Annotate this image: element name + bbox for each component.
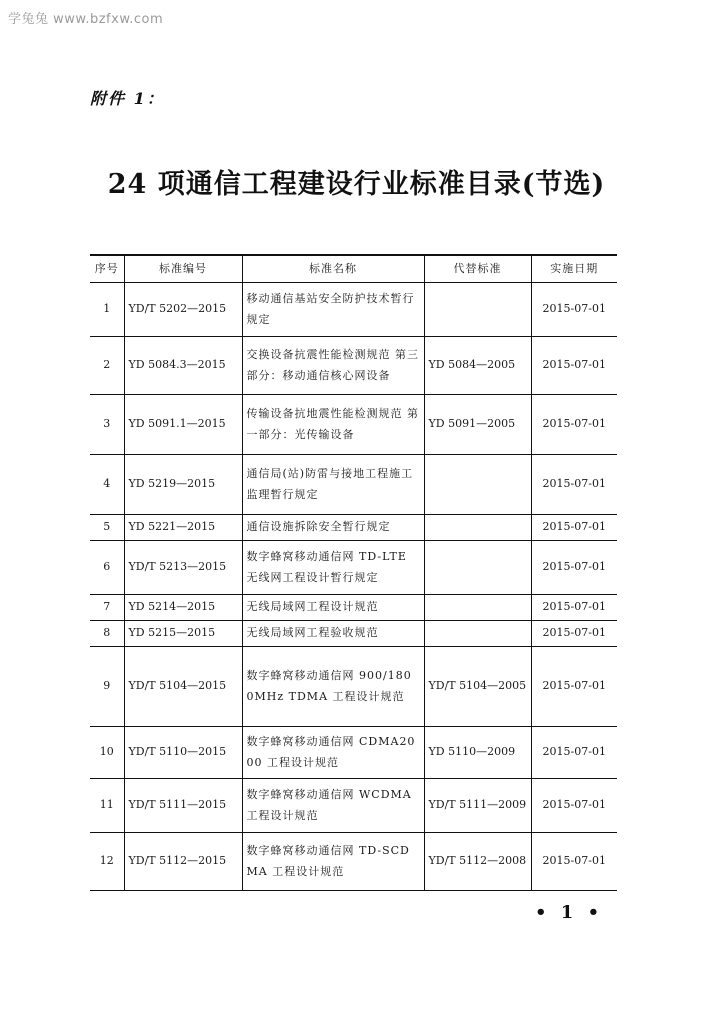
cell-code: YD/T 5110—2015 [124, 727, 242, 779]
cell-seq: 6 [90, 541, 124, 595]
table-row [90, 515, 617, 541]
table-row [90, 595, 617, 621]
table-row [90, 541, 617, 595]
standards-table [90, 254, 617, 891]
header-replaced: 代替标准 [424, 255, 531, 283]
cell-replaced: YD/T 5111—2009 [424, 779, 531, 833]
cell-name: 无线局域网工程验收规范 [242, 621, 424, 647]
cell-code: YD/T 5202—2015 [124, 283, 242, 337]
table-row [90, 395, 617, 455]
table-row [90, 455, 617, 515]
cell-name: 无线局域网工程设计规范 [242, 595, 424, 621]
header-name: 标准名称 [242, 255, 424, 283]
table-row [90, 727, 617, 779]
cell-replaced: YD 5084—2005 [424, 337, 531, 395]
table-row [90, 621, 617, 647]
cell-code: YD/T 5213—2015 [124, 541, 242, 595]
table-header-row [90, 255, 617, 283]
cell-name: 通信局(站)防雷与接地工程施工监理暂行规定 [242, 455, 424, 515]
cell-seq: 11 [90, 779, 124, 833]
cell-code: YD 5214—2015 [124, 595, 242, 621]
cell-name: 数字蜂窝移动通信网 TD-SCDMA 工程设计规范 [242, 833, 424, 891]
cell-seq: 2 [90, 337, 124, 395]
watermark: 学兔兔 www.bzfxw.com [8, 12, 164, 27]
cell-replaced: YD/T 5112—2008 [424, 833, 531, 891]
cell-code: YD/T 5112—2015 [124, 833, 242, 891]
table-row [90, 283, 617, 337]
table-row [90, 833, 617, 891]
cell-seq: 3 [90, 395, 124, 455]
cell-code: YD/T 5111—2015 [124, 779, 242, 833]
page-number: • 1 • [535, 902, 604, 923]
cell-replaced [424, 455, 531, 515]
cell-date: 2015-07-01 [531, 395, 617, 455]
table-row [90, 647, 617, 727]
cell-seq: 8 [90, 621, 124, 647]
cell-date: 2015-07-01 [531, 455, 617, 515]
cell-replaced [424, 621, 531, 647]
cell-replaced: YD 5091—2005 [424, 395, 531, 455]
cell-seq: 7 [90, 595, 124, 621]
cell-replaced: YD/T 5104—2005 [424, 647, 531, 727]
cell-code: YD 5215—2015 [124, 621, 242, 647]
cell-date: 2015-07-01 [531, 647, 617, 727]
cell-replaced [424, 515, 531, 541]
cell-replaced [424, 595, 531, 621]
cell-date: 2015-07-01 [531, 283, 617, 337]
cell-name: 数字蜂窝移动通信网 900/1800MHz TDMA 工程设计规范 [242, 647, 424, 727]
page-title: 24 项通信工程建设行业标准目录(节选) [107, 169, 606, 200]
cell-code: YD 5219—2015 [124, 455, 242, 515]
cell-replaced: YD 5110—2009 [424, 727, 531, 779]
cell-date: 2015-07-01 [531, 779, 617, 833]
cell-name: 交换设备抗震性能检测规范 第三部分：移动通信核心网设备 [242, 337, 424, 395]
cell-seq: 5 [90, 515, 124, 541]
cell-name: 数字蜂窝移动通信网 WCDMA 工程设计规范 [242, 779, 424, 833]
cell-date: 2015-07-01 [531, 337, 617, 395]
cell-seq: 9 [90, 647, 124, 727]
cell-replaced [424, 283, 531, 337]
cell-date: 2015-07-01 [531, 541, 617, 595]
cell-code: YD 5084.3—2015 [124, 337, 242, 395]
cell-seq: 12 [90, 833, 124, 891]
cell-code: YD 5091.1—2015 [124, 395, 242, 455]
header-code: 标准编号 [124, 255, 242, 283]
cell-date: 2015-07-01 [531, 833, 617, 891]
header-date: 实施日期 [531, 255, 617, 283]
cell-name: 通信设施拆除安全暂行规定 [242, 515, 424, 541]
cell-code: YD/T 5104—2015 [124, 647, 242, 727]
cell-code: YD 5221—2015 [124, 515, 242, 541]
table-row [90, 337, 617, 395]
cell-name: 移动通信基站安全防护技术暂行规定 [242, 283, 424, 337]
cell-replaced [424, 541, 531, 595]
table-row [90, 779, 617, 833]
header-seq: 序号 [90, 255, 124, 283]
cell-seq: 4 [90, 455, 124, 515]
cell-name: 数字蜂窝移动通信网 TD-LTE 无线网工程设计暂行规定 [242, 541, 424, 595]
cell-date: 2015-07-01 [531, 515, 617, 541]
cell-name: 传输设备抗地震性能检测规范 第一部分：光传输设备 [242, 395, 424, 455]
cell-date: 2015-07-01 [531, 727, 617, 779]
cell-name: 数字蜂窝移动通信网 CDMA2000 工程设计规范 [242, 727, 424, 779]
attachment-label: 附件 1： [90, 89, 165, 108]
cell-date: 2015-07-01 [531, 621, 617, 647]
cell-seq: 1 [90, 283, 124, 337]
cell-date: 2015-07-01 [531, 595, 617, 621]
cell-seq: 10 [90, 727, 124, 779]
